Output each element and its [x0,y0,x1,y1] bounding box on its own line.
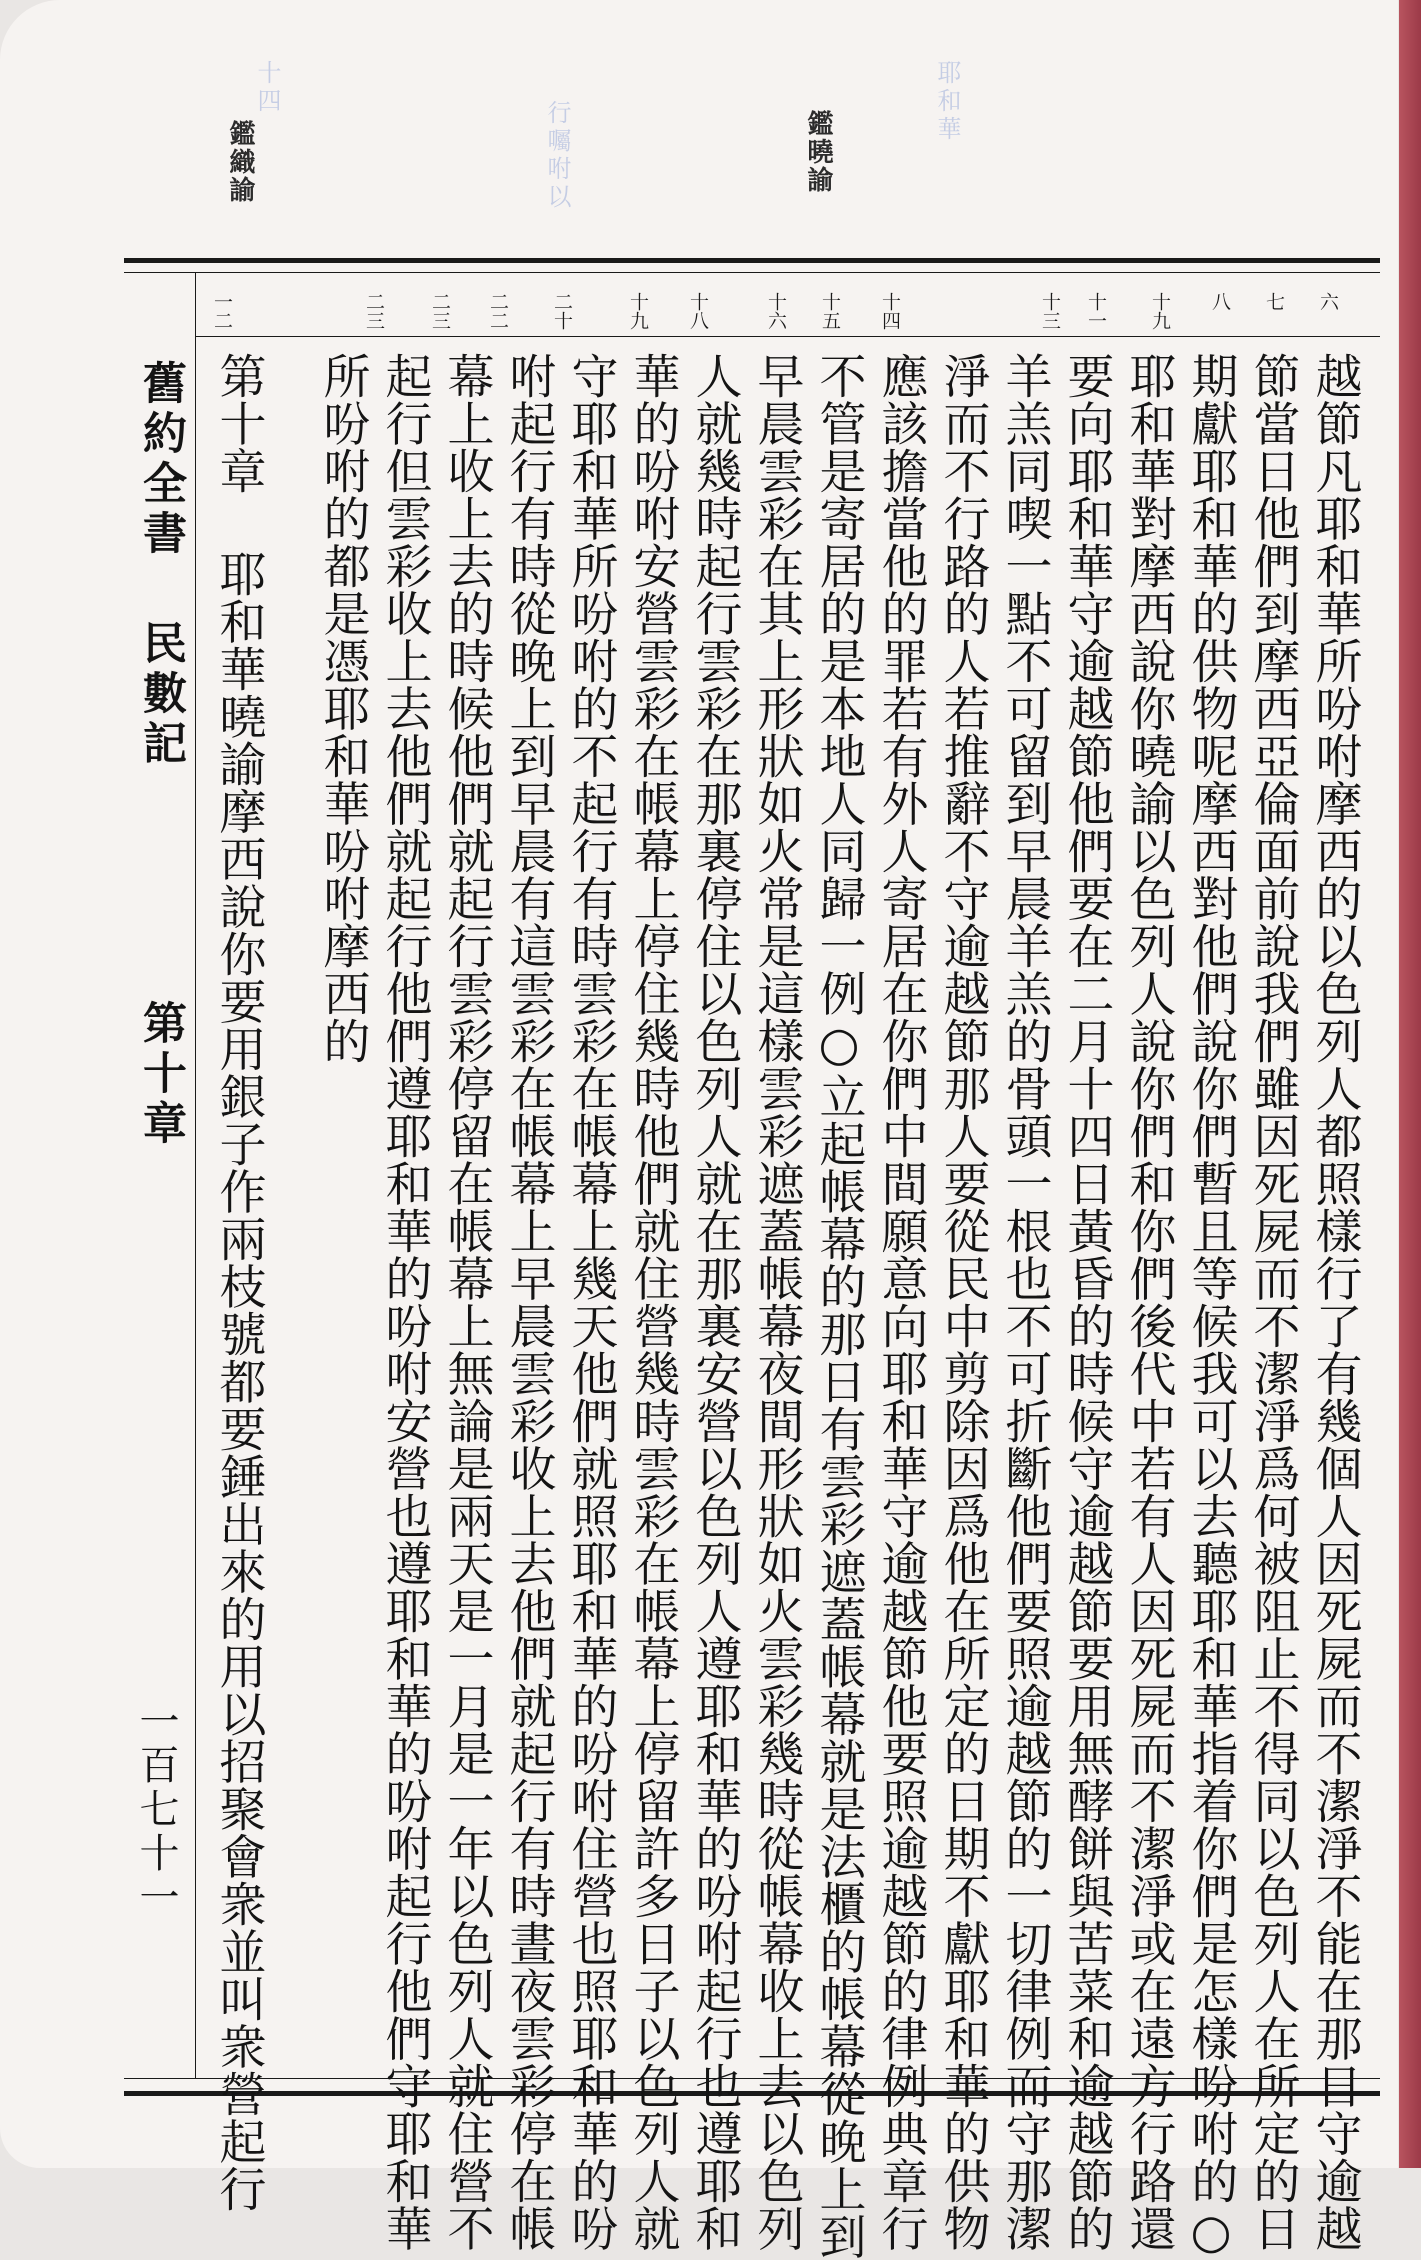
text-column: 不管是寄居的是本地人同歸一例○立起帳幕的那日有雲彩遮蓋帳幕就是法櫃的帳幕從晚上到 [811,352,867,2260]
page-number: 一百七十一 [133,1700,179,1920]
verse-number: 十九 [627,292,649,330]
bleed-text-left: 十四 [253,60,281,116]
book-title: 舊約全書 [135,360,186,560]
verse-number: 十九 [1149,292,1171,330]
top-mark-right: 鑑曉諭 [803,110,833,194]
text-column: 守耶和華所吩咐的不起行有時雲彩在帳幕上幾天他們就照耶和華的吩咐住營也照耶和華的吩 [563,352,619,2252]
chapter-heading: 第十章 [135,1000,186,1150]
text-column: 期獻耶和華的供物呢摩西對他們說你們暫且等候我可以去聽耶和華指着你們是怎樣吩咐的○ [1183,352,1239,2260]
text-column: 節當日他們到摩西亞倫面前說我們雖因死屍而不潔淨爲何被阻止不得同以色列人在所定的日 [1245,352,1301,2252]
verse-number: 六 [1317,292,1339,311]
bleed-text-middle: 行囑咐以 [543,100,571,212]
verse-number: 十八 [687,292,709,330]
verse-number: 十六 [765,292,787,330]
bleed-text-right: 耶和華 [933,60,961,144]
text-column: 起行但雲彩收上去他們就起行他們遵耶和華的吩咐安營也遵耶和華的吩咐起行他們守耶和華 [377,352,433,2252]
verse-number: 十三 [1039,292,1061,330]
frame-rule-top [124,272,1380,273]
text-column: 人就幾時起行雲彩在那裏停住以色列人就在那裏安營以色列人遵耶和華的吩咐起行也遵耶和 [687,352,743,2252]
verse-number: 二二 [487,292,509,330]
header-divider [195,272,196,2078]
verse-number: 二三 [429,292,451,330]
page-edge [1399,0,1421,2168]
text-column: 應該擔當他的罪若有外人寄居在你們中間願意向耶和華守逾越節他要照逾越節的律例典章行 [873,352,929,2252]
top-mark-left: 鑑織諭 [225,120,255,204]
verse-number: 十五 [819,292,841,330]
text-column: 越節凡耶和華所吩咐摩西的以色列人都照樣行了有幾個人因死屍而不潔淨不能在那日守逾越 [1307,352,1363,2252]
text-column: 咐起行有時從晚上到早晨有這雲彩在帳幕上早晨雲彩收上去他們就起行有時晝夜雲彩停在帳 [501,352,557,2252]
verse-number: 二三 [363,292,385,330]
chapter-opening-column: 第十章 耶和華曉諭摩西說你要用銀子作兩枝號都要錘出來的用以招聚會衆並叫衆營起行 [211,352,267,2213]
verse-number: 七 [1263,292,1285,311]
text-column: 羊羔同喫一點不可留到早晨羊羔的骨頭一根也不可折斷他們要照逾越節的一切律例而守那潔 [997,352,1053,2252]
book-section: 民數記 [135,620,186,770]
text-column: 華的吩咐安營雲彩在帳幕上停住幾時他們就住營幾時雲彩在帳幕上停留許多日子以色列人就 [625,352,681,2252]
verse-number: 一二 [211,292,233,330]
verse-number-rule [195,336,1380,337]
verse-number: 八 [1209,292,1231,311]
verse-number: 二十 [551,292,573,330]
verse-number: 十四 [879,292,901,330]
text-column: 耶和華對摩西說你曉諭以色列人說你們和你們後代中若有人因死屍而不潔淨或在遠方行路還 [1121,352,1177,2252]
verse-number: 十一 [1085,292,1107,330]
text-column: 淨而不行路的人若推辭不守逾越節那人要從民中剪除因爲他在所定的日期不獻耶和華的供物 [935,352,991,2252]
text-column: 早晨雲彩在其上形狀如火常是這樣雲彩遮蓋帳幕夜間形狀如火雲彩幾時從帳幕收上去以色列 [749,352,805,2252]
text-column: 幕上收上去的時候他們就起行雲彩停留在帳幕上無論是兩天是一月是一年以色列人就住營不 [439,352,495,2252]
text-column: 要向耶和華守逾越節他們要在二月十四日黃昏的時候守逾越節要用無酵餅與苦菜和逾越節的 [1059,352,1115,2252]
text-column: 所吩咐的都是憑耶和華吩咐摩西的 [315,352,371,1065]
